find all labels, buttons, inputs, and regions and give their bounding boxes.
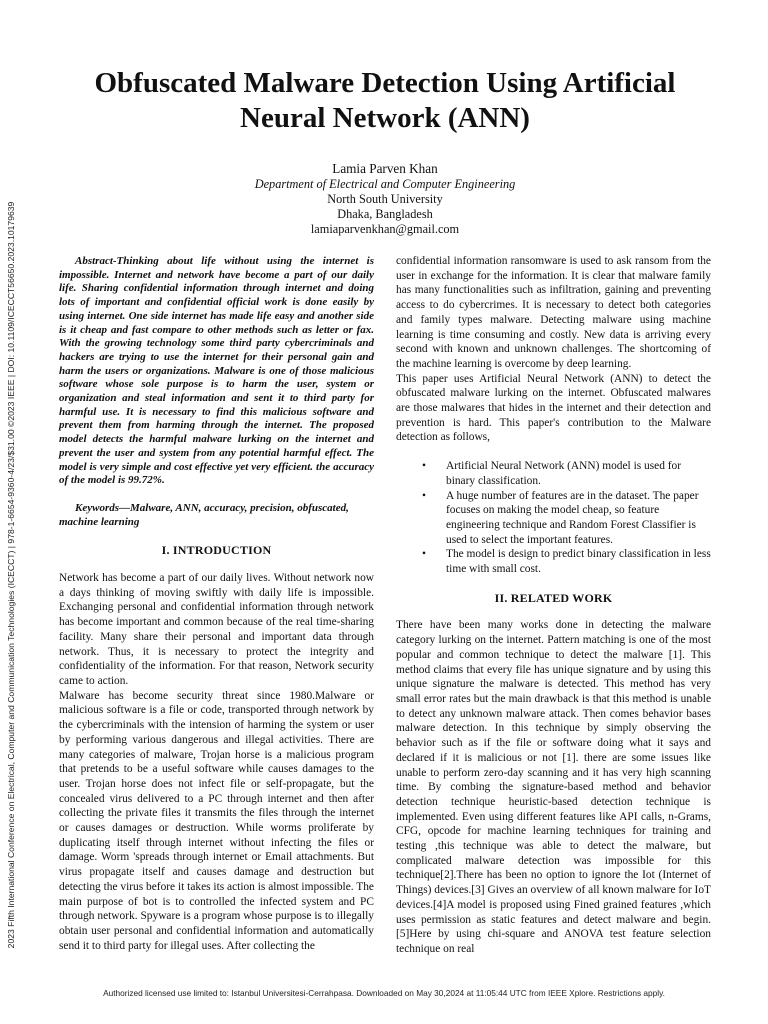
paper-title-line2: Neural Network (ANN)	[240, 102, 530, 134]
left-column	[59, 255, 374, 953]
contribution-paragraph: This paper uses Artificial Neural Network (ANN) to detect the obfuscated malware lurking on the internet. Obfuscated malwares are those malwares that hides in the internet and their detection and prevention is hard. This paper's contribution to the Malware detection as follows,	[396, 372, 711, 444]
author-name: Lamia Parven Khan	[332, 161, 438, 176]
license-footer: Authorized licensed use limited to: Istanbul Universitesi-Cerrahpasa. Downloaded on May 30,2024 at 11:05:44 UTC from IEEE Xplore. Restrictions apply.	[103, 988, 665, 998]
related-work-paragraph: There have been many works done in detecting the malware category lurking on the internet. Pattern matching is one of the most popular and common technique to detect the malware [1]. This method claims that every file has unique signature and by using this unique signature the malware is detected. This method has very small error rates but the main drawback is that this method is unable to detect any unknown malware attack. Then comes behavior bases malware detection. In this technique by simply observing the behavior such as if the file or software doing what it says and declared if it is malicious or not [1]. there are some issues like unable to perform zero-day scanning and it has very high scanning time. By combing the signature-based method and behavior detection technique heuristic-based detection technique is implemented. Even using different features like API calls, n-Grams, CFG, opcode for machine learning techniques for training and testing ,this technique was able to detect the malware, but complicated malware detection was impossible for this technique[2].There has been no option to ignore the Iot (Internet of Things) devices.[3] Gives an overview of all known malware for IoT devices.[4]A model is proposed using Fined grained features ,which uses permission as static features and detect malware and begin.[5]Here by using chi-square and ANOVA test feature selection technique on real	[396, 619, 711, 955]
author-university: North South University	[327, 192, 443, 206]
keywords: Keywords—Malware, ANN, accuracy, precision, obfuscated, machine learning	[59, 501, 349, 528]
list-item: • Artificial Neural Network (ANN) model is used for binary classification.	[396, 459, 711, 488]
intro-paragraph-2: Malware has become security threat since 1980.Malware or malicious software is a file or code, transported through network by the cybercriminals with the intension of harming the system or user by performing various dangerous and illegal activities. There are many categories of malware, Trojan horse is a malicious program that pretends to be a useful software while causes damages to the user. Trojan horse does not infect file or self-propagate, but the concealed virus delivered to a PC through internet and then after collecting the private files it transmits the files through the internet or causes damages or destruction. While worms proliferate by duplicating itself through internet without infecting the files or damage. Worm 'spreads through internet or Email attachments. But virus propagate itself and causes damage and destruction but detecting the virus before it takes its action is almost impossible. The main purpose of bot is to controlled the infected system and PC through network. Spyware is a program whose purpose is to illegally obtain user personal and confidential information and automatically send it to third party for illegal uses. After collecting the	[59, 689, 374, 952]
intro-paragraph-continued: confidential information ransomware is used to ask ransom from the user in exchange for the information. It is clear that malware family has many functionalities such as infiltration, gaining and preventing access to do cybercrimes. It is necessary to detect both categories and family types malware. Detecting malware using machine learning is time consuming and costly. New data is arriving every second with known and unknown challenges. The shortcoming of the machine learning is overcome by deep learning.	[396, 255, 711, 370]
list-item: • The model is design to predict binary classification in less time with small cost.	[396, 547, 711, 576]
list-item: • A huge number of features are in the dataset. The paper focuses on making the model cheap, so feature engineering technique and Random Forest Classifier is used to select the important features.	[396, 489, 711, 548]
author-location: Dhaka, Bangladesh	[337, 207, 433, 221]
section-heading-introduction: I. INTRODUCTION	[161, 543, 272, 558]
intro-paragraph-1: Network has become a part of our daily lives. Without network now a days thinking of moving swiftly with daily life is impossible. Exchanging personal and confidential information through network has become important and common because of the real time-sharing facility. Many share their personal and important data through network. Thus, it is necessary to protect the integrity and confidentiality of the information. For that reason, Network security came to action.	[59, 572, 374, 687]
paper-title	[60, 66, 710, 136]
paper-title-line1: Obfuscated Malware Detection Using Artificial	[94, 67, 676, 99]
section-heading-related-work: II. RELATED WORK	[494, 590, 613, 605]
author-email[interactable]: lamiaparvenkhan@gmail.com	[310, 222, 460, 236]
abstract: Abstract-Thinking about life without using the internet is impossible. Internet and network have become a part of our daily life. Sharing confidential information through internet and doing lots of important and confidential official work is done easily by using internet. One side internet has made life easy and another side is it cheap and fast compare to other methods such as letter or fax. With the growing technology some third party cybercriminals and hackers are trying to use the internet for their personal gain and harm the users or organizations. Malware is one of those malicious software whose sole purpose is to harm the user, system or organization and steal information and sent it to third party for harmful use. It is necessary to find this malicious software and prevent them from harming through the internet. The proposed model detects the harmful malware lurking on the internet and prevent the user and system from any potential harmful effect. The model is very simple and cost effective yet very efficient. the accuracy of the model is 99.72%.	[59, 255, 374, 487]
author-block	[200, 161, 570, 237]
conference-sidebar	[4, 185, 18, 965]
right-column	[396, 254, 711, 957]
conference-sidebar-text: 2023 Fifth International Conference on Electrical, Computer and Communication Technologies (ICECCT) | 978-1-6654-9360-4/23/$31.00 ©2023 IEEE | DOI: 10.1109/ICECCT56650.2023.10179639	[6, 201, 16, 949]
author-department: Department of Electrical and Computer Engineering	[254, 177, 516, 191]
contribution-list	[396, 459, 711, 577]
